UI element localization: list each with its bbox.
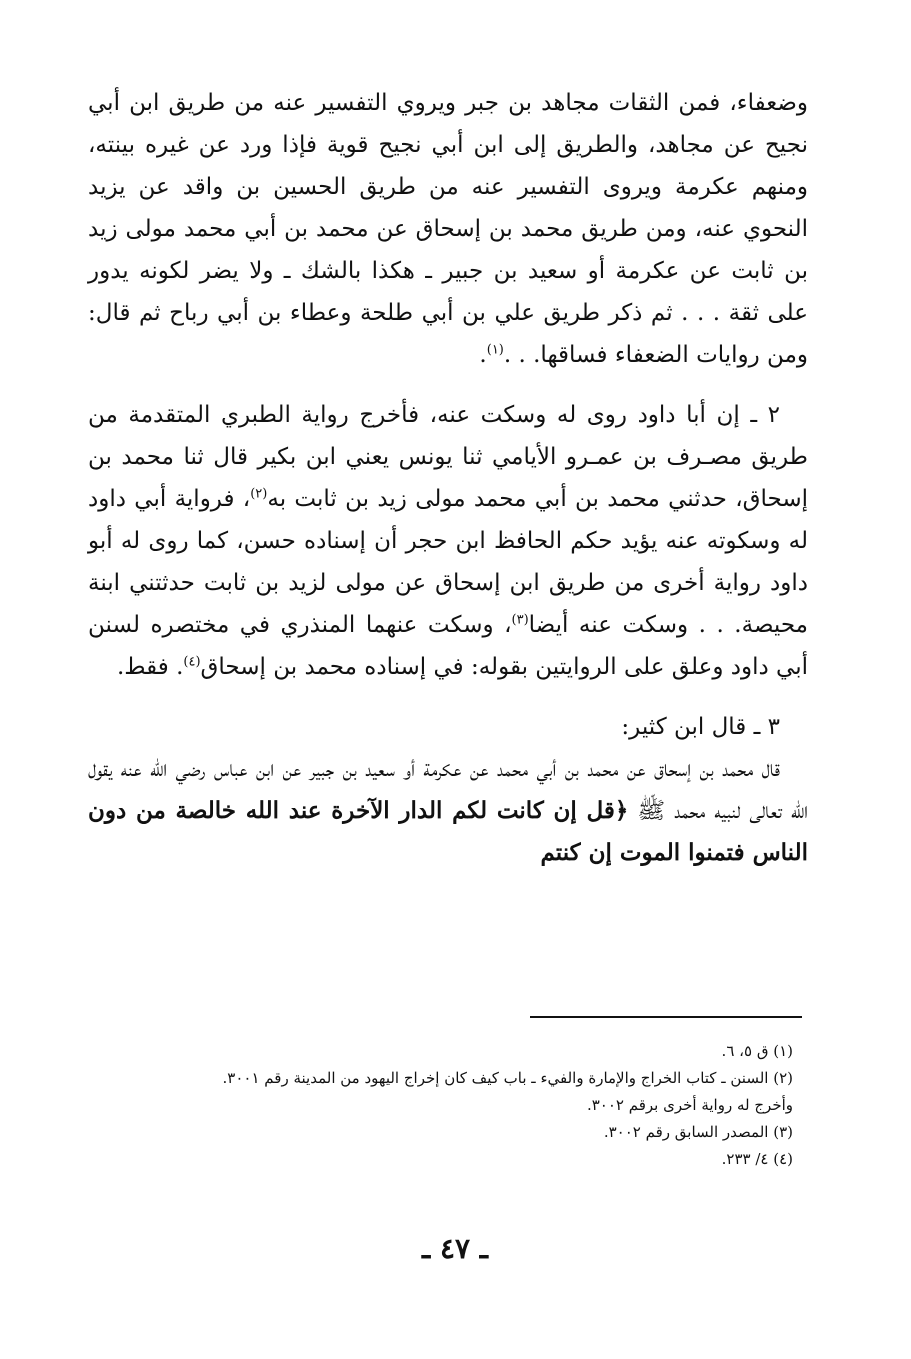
text-segment: ، فرواية أبي داود له وسكوته عنه يؤيد حكم الحافظ ابن حجر أن إسناده حسن، كما روى له أبو داود رواية أخرى من طريق ابن إسحاق عن مولى لزيد بن ثابت حدثتني ابنة محيصة. . . وسكت عنه أيضا: [88, 486, 808, 638]
footnote-2-continued: وأخرج له رواية أخرى برقم ٣٠٠٢.: [586, 1096, 793, 1114]
section-heading: ٣ ـ قال ابن كثير:: [621, 714, 780, 740]
line: ثم ذكر طريق علي بن أبي طلحة وعطاء بن أبي رباح ثم قال: ومن روايات: [88, 300, 808, 368]
line: ومنهم عكرمة ويروى التفسير عنه من طريق الحسين بن واقد عن يزيد النحوي: [88, 174, 809, 242]
text-segment: . فقط.: [117, 654, 184, 680]
main-text: [88, 82, 808, 874]
text-segment: ، وسكت عنهما المنذري في مختصره لسنن أبي داود وعلق على الروايتين بقوله: في إسناده محمد بن إسحاق: [88, 612, 808, 680]
footnote-ref-4: (٤): [183, 654, 201, 670]
paragraph-gap: [88, 688, 808, 706]
footnote-3: (٣) المصدر السابق رقم ٣٠٠٢.: [603, 1123, 793, 1141]
footnote-divider: [530, 1016, 802, 1018]
footnote-ref-3: (٣): [511, 612, 529, 628]
footnote-ref-1: (١): [486, 342, 504, 358]
line: الضعفاء فساقها. . .: [503, 342, 689, 368]
line: وضعفاء، فمن الثقات مجاهد بن جبر ويروي التفسير عنه من طريق ابن أبي: [88, 90, 808, 116]
paragraph-2: [88, 394, 808, 688]
page-number: ـ ٤٧ ـ: [422, 1232, 488, 1265]
paragraph-3: [88, 748, 808, 874]
footnote-2: (٢) السنن ـ كتاب الخراج والإمارة والفيء ـ باب كيف كان إخراج اليهود من المدينة رقم ٣٠٠١.: [222, 1069, 793, 1087]
footnote-ref-2: (٢): [250, 486, 268, 502]
paragraph-1: [88, 82, 808, 376]
line: عنه، ومن طريق محمد بن إسحاق عن محمد بن أبي محمد مولى زيد بن ثابت: [88, 216, 809, 284]
line: نجيح عن مجاهد، والطريق إلى ابن أبي نجيح قوية فإذا ورد عن غيره بينته،: [88, 132, 808, 158]
footnotes: [88, 1038, 793, 1173]
text-segment: ٢ ـ إن أبا داود روى له وسكت عنه، فأخرج رواية الطبري المتقدمة من طريق مصـرف بن عمـرو الأيامي ثنا يونس يعني ابن بكير قال ثنا محمد بن إسحاق، حدثني محمد بن أبي محمد مولى زيد بن ثابت به: [88, 402, 808, 512]
text-segment: قال محمد بن إسحاق عن محمد بن أبي محمد عن عكرمة أو سعيد بن جبير عن ابن عباس رضي الله عنه يقول الله تعالى لنبيه محمد ﷺ: [88, 756, 809, 824]
line-end: .: [479, 342, 487, 368]
footnote-4: (٤) ٤/ ٢٣٣.: [721, 1150, 793, 1168]
quran-quote: ﴿قل إن كانت لكم الدار الآخرة عند الله خالصة من دون الناس فتمنوا الموت إن كنتم: [88, 797, 808, 866]
paragraph-gap: [88, 376, 808, 394]
line: عن عكرمة أو سعيد بن جبير ـ هكذا بالشك ـ ولا يضر لكونه يدور على ثقة . . .: [88, 258, 809, 326]
footnote-1: (١) ق ٥، ٦.: [721, 1042, 793, 1060]
